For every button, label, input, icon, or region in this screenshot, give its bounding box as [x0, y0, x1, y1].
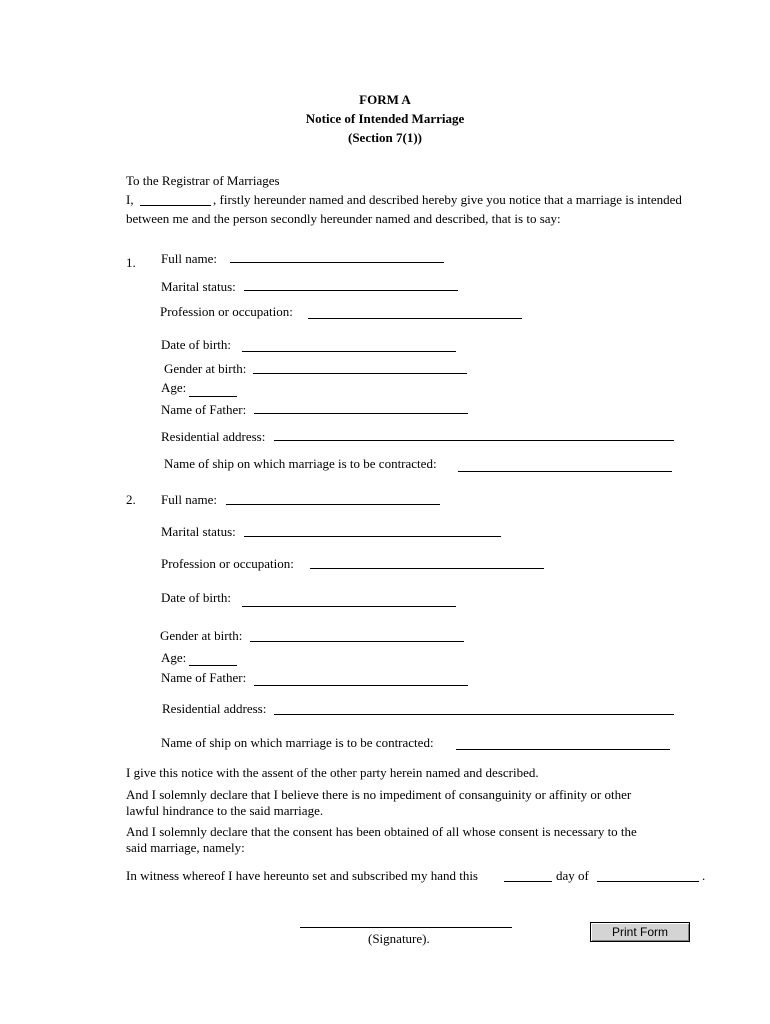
party2-father-field[interactable] — [254, 685, 468, 686]
witness-end-period: . — [702, 868, 706, 883]
party2-marital-status-label: Marital status: — [161, 524, 236, 539]
consent-statement-line1: And I solemnly declare that the consent has been obtained of all whose consent is necessary to the — [126, 824, 637, 839]
party2-profession-field[interactable] — [310, 568, 544, 569]
print-form-button[interactable]: Print Form — [590, 922, 690, 942]
party2-full-name-label: Full name: — [161, 492, 217, 507]
signature-line[interactable] — [300, 927, 512, 928]
party2-marital-status-field[interactable] — [244, 536, 501, 537]
party1-number: 1. — [126, 255, 136, 270]
party2-address-label: Residential address: — [162, 701, 267, 716]
notice-title: Notice of Intended Marriage — [305, 111, 465, 126]
intro-line-1: , firstly hereunder named and described hereby give you notice that a marriage is intended — [213, 192, 682, 207]
party2-ship-label: Name of ship on which marriage is to be contracted: — [161, 735, 434, 750]
party1-father-field[interactable] — [254, 413, 468, 414]
party1-marital-status-field[interactable] — [244, 290, 458, 291]
party2-age-label: Age: — [161, 650, 187, 665]
intro-line-2: between me and the person secondly hereunder named and described, that is to say: — [126, 211, 561, 226]
party2-gender-field[interactable] — [250, 641, 464, 642]
consent-statement-line2: said marriage, namely: — [126, 840, 245, 855]
party2-full-name-field[interactable] — [226, 504, 440, 505]
party2-ship-field[interactable] — [456, 749, 670, 750]
party2-age-field[interactable] — [189, 665, 237, 666]
party1-full-name-field[interactable] — [230, 262, 444, 263]
signature-label: (Signature). — [368, 931, 430, 946]
witness-day-field[interactable] — [504, 881, 552, 882]
addressee: To the Registrar of Marriages — [126, 173, 280, 188]
impediment-statement-line2: lawful hindrance to the said marriage. — [126, 803, 324, 818]
section-reference: (Section 7(1)) — [347, 130, 422, 145]
party1-full-name-label: Full name: — [161, 251, 217, 266]
party2-dob-label: Date of birth: — [161, 590, 232, 605]
impediment-statement-line1: And I solemnly declare that I believe there is no impediment of consanguinity or affinity or other — [126, 787, 632, 802]
party1-address-field[interactable] — [274, 440, 674, 441]
party1-profession-field[interactable] — [308, 318, 522, 319]
party1-address-label: Residential address: — [161, 429, 266, 444]
party1-age-label: Age: — [161, 380, 187, 395]
witness-day-of-label: day of — [556, 868, 589, 883]
party2-father-label: Name of Father: — [161, 670, 247, 685]
witness-month-field[interactable] — [597, 881, 699, 882]
party1-profession-label: Profession or occupation: — [160, 304, 293, 319]
intro-prefix: I, — [126, 192, 134, 207]
party2-address-field[interactable] — [274, 714, 674, 715]
party1-dob-label: Date of birth: — [161, 337, 232, 352]
party1-marital-status-label: Marital status: — [161, 279, 236, 294]
party1-gender-field[interactable] — [253, 373, 467, 374]
witness-statement: In witness whereof I have hereunto set and subscribed my hand this — [126, 868, 478, 883]
assent-statement: I give this notice with the assent of the other party herein named and described. — [126, 765, 539, 780]
party1-ship-field[interactable] — [458, 471, 672, 472]
party1-age-field[interactable] — [189, 396, 237, 397]
party2-number: 2. — [126, 492, 136, 507]
party2-profession-label: Profession or occupation: — [161, 556, 294, 571]
form-title: FORM A — [359, 92, 411, 107]
party1-father-label: Name of Father: — [161, 402, 247, 417]
party2-gender-label: Gender at birth: — [160, 628, 243, 643]
party2-dob-field[interactable] — [242, 606, 456, 607]
declarant-name-field[interactable] — [140, 205, 211, 206]
party1-gender-label: Gender at birth: — [164, 361, 247, 376]
party1-dob-field[interactable] — [242, 351, 456, 352]
party1-ship-label: Name of ship on which marriage is to be contracted: — [164, 456, 437, 471]
